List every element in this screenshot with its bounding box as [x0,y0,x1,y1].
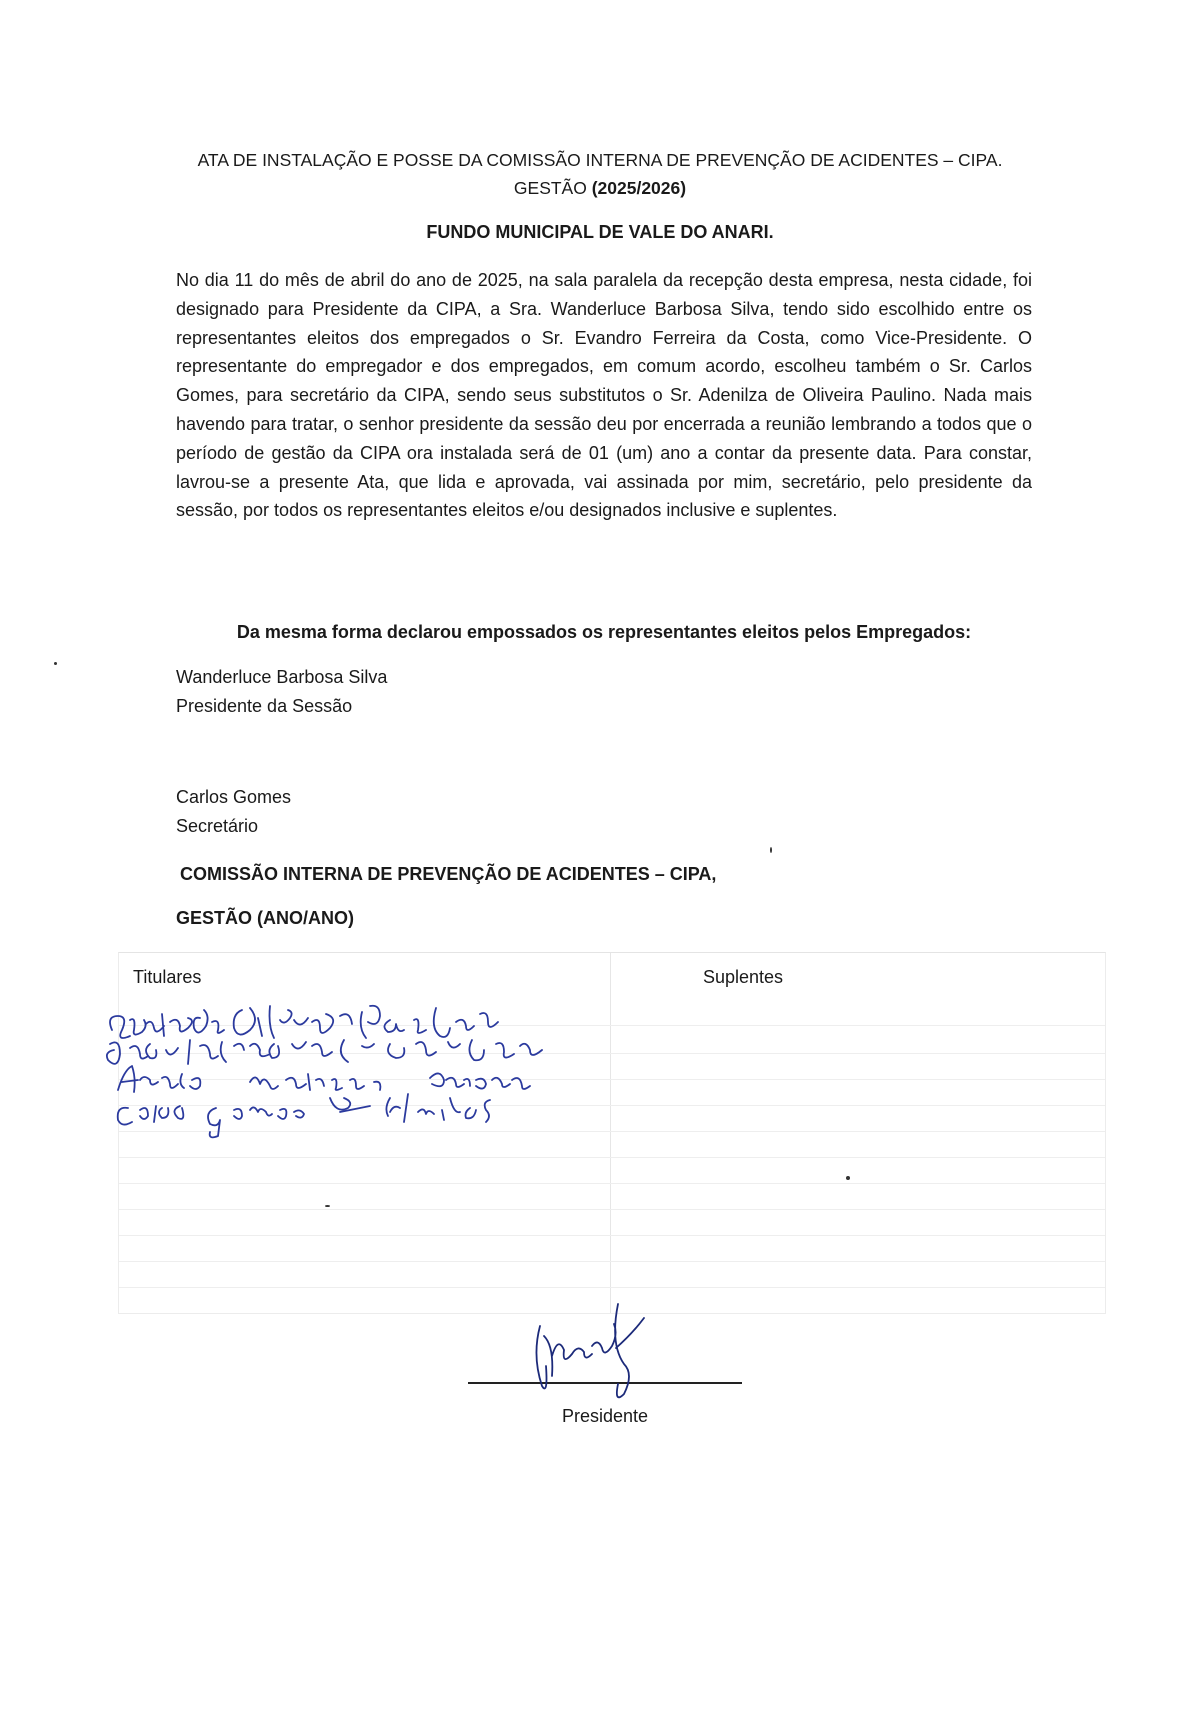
signature-row-4 [118,1094,490,1137]
signature-row-2 [107,1040,542,1064]
scan-speck [54,662,57,665]
signature-row-1 [110,1006,498,1038]
declaration-heading: Da mesma forma declarou empossados os representantes eleitos pelos Empregados: [236,622,972,642]
document-title: ATA DE INSTALAÇÃO E POSSE DA COMISSÃO INTERNA DE PREVENÇÃO DE ACIDENTES – CIPA. [197,150,1003,170]
committee-name: COMISSÃO INTERNA DE PREVENÇÃO DE ACIDENTES – CIPA, [180,864,717,884]
committee-term: GESTÃO (ANO/ANO) [176,908,354,928]
titulares-header: Titulares [133,967,202,987]
term-prefix: GESTÃO [513,178,592,198]
president-label: Presidente [561,1406,649,1426]
suplentes-header: Suplentes [703,967,784,987]
scan-speck [770,847,772,853]
president-role: Presidente da Sessão [176,696,353,716]
signature-row-3 [118,1066,530,1092]
scan-speck [325,1205,330,1207]
handwritten-signatures [100,1000,570,1150]
table-row-line [119,1287,1105,1288]
minutes-body: No dia 11 do mês de abril do ano de 2025, na sala paralela da recepção desta empresa, nesta cidade, foi designado para Presidente da CIPA, a Sra. Wanderluce Barbosa Silva, tendo sido escolhido entre os representantes eleitos dos empregados o Sr. Evandro Ferreira da Costa, como Vice-Presidente. O representante do empregador e dos empregados, em comum acordo, escolheu também o Sr. Carlos Gomes, para secretário da CIPA, sendo seus substitutos o Sr. Adenilza de Oliveira Paulino. Nada mais havendo para tratar, o senhor presidente da sessão deu por encerrada a reunião lembrando a todos que o período de gestão da CIPA ora instalada será de 01 (um) ano a contar da presente data. Para constar, lavrou-se a presente Ata, que lida e aprovada, vai assinada por mim, secretário, pelo presidente da sessão, por todos os representantes eleitos e/ou designados inclusive e suplentes. [176,270,1032,521]
table-row-line [119,1261,1105,1262]
table-row-line [119,1183,1105,1184]
table-row-line [119,1209,1105,1210]
table-column-divider [610,953,611,1313]
table-row-line [119,1235,1105,1236]
document-term [130,176,1070,200]
organization-name: FUNDO MUNICIPAL DE VALE DO ANARI. [426,222,774,242]
president-signature-scribble [520,1296,670,1412]
scan-speck [846,1176,850,1180]
table-row-line [119,1157,1105,1158]
secretary-role: Secretário [176,816,259,836]
term-years: (2025/2026) [591,178,687,198]
secretary-name: Carlos Gomes [176,787,292,807]
president-name: Wanderluce Barbosa Silva [176,667,388,687]
